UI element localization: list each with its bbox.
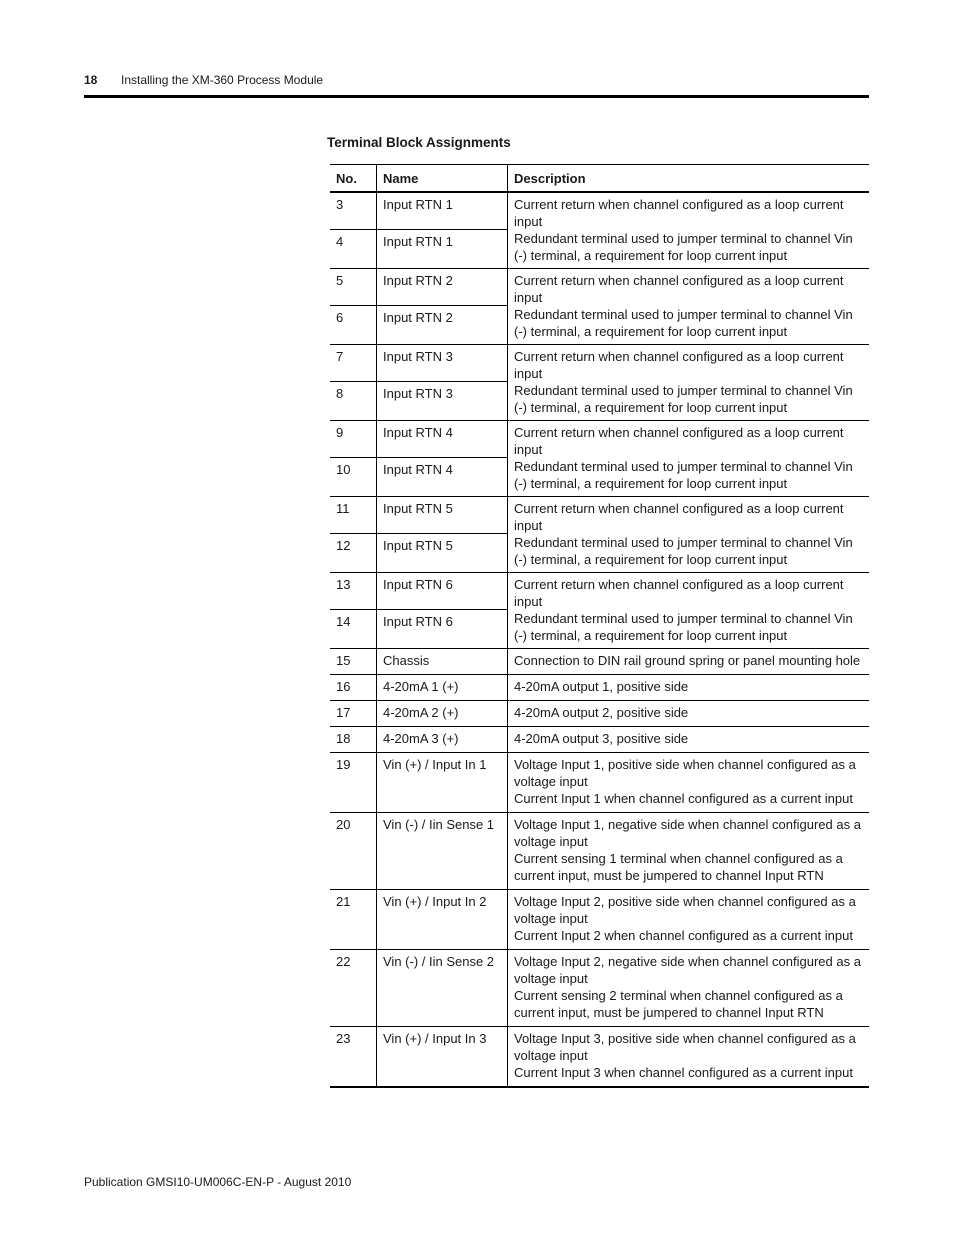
terminal-number: 20	[330, 813, 377, 890]
description-line: Connection to DIN rail ground spring or panel mounting hole	[514, 653, 861, 668]
terminal-name: Input RTN 3	[377, 345, 508, 382]
terminal-number: 16	[330, 675, 377, 701]
terminal-name: 4-20mA 2 (+)	[377, 701, 508, 727]
terminal-number: 22	[330, 950, 377, 1027]
description-line: Current sensing 2 terminal when channel configured as a current input, must be jumpered to channel Input RTN	[514, 988, 843, 1020]
terminal-number: 5	[330, 269, 377, 306]
terminal-description	[508, 497, 870, 573]
description-line: Current Input 2 when channel configured as a current input	[514, 928, 853, 943]
description-line: Voltage Input 1, positive side when channel configured as a voltage input	[514, 757, 856, 789]
table-row	[330, 649, 869, 675]
table-row	[330, 701, 869, 727]
terminal-description	[508, 753, 870, 813]
terminal-name: Input RTN 6	[377, 610, 508, 649]
terminal-name: Input RTN 1	[377, 230, 508, 269]
table-row	[330, 675, 869, 701]
column-header-no: No.	[330, 165, 377, 193]
terminal-name: Input RTN 2	[377, 269, 508, 306]
terminal-description	[508, 727, 870, 753]
terminal-number: 15	[330, 649, 377, 675]
terminal-name: Vin (-) / Iin Sense 2	[377, 950, 508, 1027]
terminal-number: 6	[330, 306, 377, 345]
terminal-description	[508, 950, 870, 1027]
terminal-name: Vin (+) / Input In 1	[377, 753, 508, 813]
terminal-description	[508, 701, 870, 727]
running-head-title: Installing the XM-360 Process Module	[121, 73, 324, 87]
terminal-number: 9	[330, 421, 377, 458]
description-line: 4-20mA output 3, positive side	[514, 731, 689, 746]
terminal-number: 3	[330, 192, 377, 230]
description-line: Redundant terminal used to jumper terminal to channel Vin (-) terminal, a requirement for loop current input	[514, 231, 853, 263]
description-line: Current return when channel configured as a loop current input	[514, 197, 844, 229]
terminal-name: Input RTN 1	[377, 192, 508, 230]
terminal-description	[508, 573, 870, 649]
terminal-description	[508, 421, 870, 497]
table-row	[330, 813, 869, 890]
terminal-description	[508, 675, 870, 701]
description-line: 4-20mA output 2, positive side	[514, 705, 689, 720]
table-row	[330, 421, 869, 458]
terminal-name: Input RTN 3	[377, 382, 508, 421]
column-header-description: Description	[508, 165, 870, 193]
terminal-number: 4	[330, 230, 377, 269]
terminal-number: 23	[330, 1027, 377, 1088]
terminal-name: Input RTN 4	[377, 458, 508, 497]
table-header-row	[330, 165, 869, 193]
terminal-name: Input RTN 6	[377, 573, 508, 610]
terminal-number: 10	[330, 458, 377, 497]
table-row	[330, 269, 869, 306]
column-header-name: Name	[377, 165, 508, 193]
terminal-number: 21	[330, 890, 377, 950]
page-number: 18	[84, 73, 98, 87]
description-line: 4-20mA output 1, positive side	[514, 679, 689, 694]
table-row	[330, 573, 869, 610]
terminal-number: 11	[330, 497, 377, 534]
description-line: Current return when channel configured as a loop current input	[514, 425, 844, 457]
description-line: Redundant terminal used to jumper terminal to channel Vin (-) terminal, a requirement for loop current input	[514, 459, 853, 491]
table-row	[330, 753, 869, 813]
terminal-description	[508, 649, 870, 675]
terminal-name: Input RTN 5	[377, 534, 508, 573]
terminal-description	[508, 192, 870, 269]
table-row	[330, 727, 869, 753]
description-line: Voltage Input 2, positive side when channel configured as a voltage input	[514, 894, 856, 926]
table-row	[330, 1027, 869, 1088]
table-caption: Terminal Block Assignments	[327, 135, 511, 150]
terminal-name: 4-20mA 3 (+)	[377, 727, 508, 753]
description-line: Current return when channel configured as a loop current input	[514, 349, 844, 381]
terminal-name: Input RTN 2	[377, 306, 508, 345]
terminal-name: Vin (+) / Input In 2	[377, 890, 508, 950]
table-row	[330, 497, 869, 534]
description-line: Voltage Input 1, negative side when channel configured as a voltage input	[514, 817, 861, 849]
description-line: Current sensing 1 terminal when channel configured as a current input, must be jumpered to channel Input RTN	[514, 851, 843, 883]
description-line: Current Input 1 when channel configured as a current input	[514, 791, 853, 806]
terminal-description	[508, 813, 870, 890]
terminal-name: Chassis	[377, 649, 508, 675]
description-line: Voltage Input 2, negative side when channel configured as a voltage input	[514, 954, 861, 986]
description-line: Redundant terminal used to jumper terminal to channel Vin (-) terminal, a requirement for loop current input	[514, 307, 853, 339]
description-line: Current return when channel configured as a loop current input	[514, 273, 844, 305]
table-row	[330, 192, 869, 230]
description-line: Current return when channel configured as a loop current input	[514, 577, 844, 609]
terminal-number: 7	[330, 345, 377, 382]
terminal-description	[508, 269, 870, 345]
table-row	[330, 345, 869, 382]
terminal-number: 19	[330, 753, 377, 813]
description-line: Redundant terminal used to jumper terminal to channel Vin (-) terminal, a requirement for loop current input	[514, 611, 853, 643]
description-line: Current return when channel configured as a loop current input	[514, 501, 844, 533]
terminal-name: Input RTN 4	[377, 421, 508, 458]
description-line: Current Input 3 when channel configured as a current input	[514, 1065, 853, 1080]
description-line: Voltage Input 3, positive side when channel configured as a voltage input	[514, 1031, 856, 1063]
description-line: Redundant terminal used to jumper terminal to channel Vin (-) terminal, a requirement for loop current input	[514, 535, 853, 567]
terminal-number: 17	[330, 701, 377, 727]
table-row	[330, 950, 869, 1027]
terminal-number: 18	[330, 727, 377, 753]
terminal-name: Input RTN 5	[377, 497, 508, 534]
terminal-description	[508, 345, 870, 421]
terminal-number: 14	[330, 610, 377, 649]
terminal-name: 4-20mA 1 (+)	[377, 675, 508, 701]
terminal-number: 12	[330, 534, 377, 573]
description-line: Redundant terminal used to jumper terminal to channel Vin (-) terminal, a requirement for loop current input	[514, 383, 853, 415]
table-row	[330, 890, 869, 950]
publication-footer: Publication GMSI10-UM006C-EN-P - August 2010	[84, 1175, 352, 1189]
header-rule	[84, 95, 869, 98]
terminal-description	[508, 890, 870, 950]
terminal-description	[508, 1027, 870, 1088]
terminal-name: Vin (-) / Iin Sense 1	[377, 813, 508, 890]
terminal-name: Vin (+) / Input In 3	[377, 1027, 508, 1088]
terminal-number: 13	[330, 573, 377, 610]
terminal-block-table	[330, 164, 869, 1088]
terminal-number: 8	[330, 382, 377, 421]
